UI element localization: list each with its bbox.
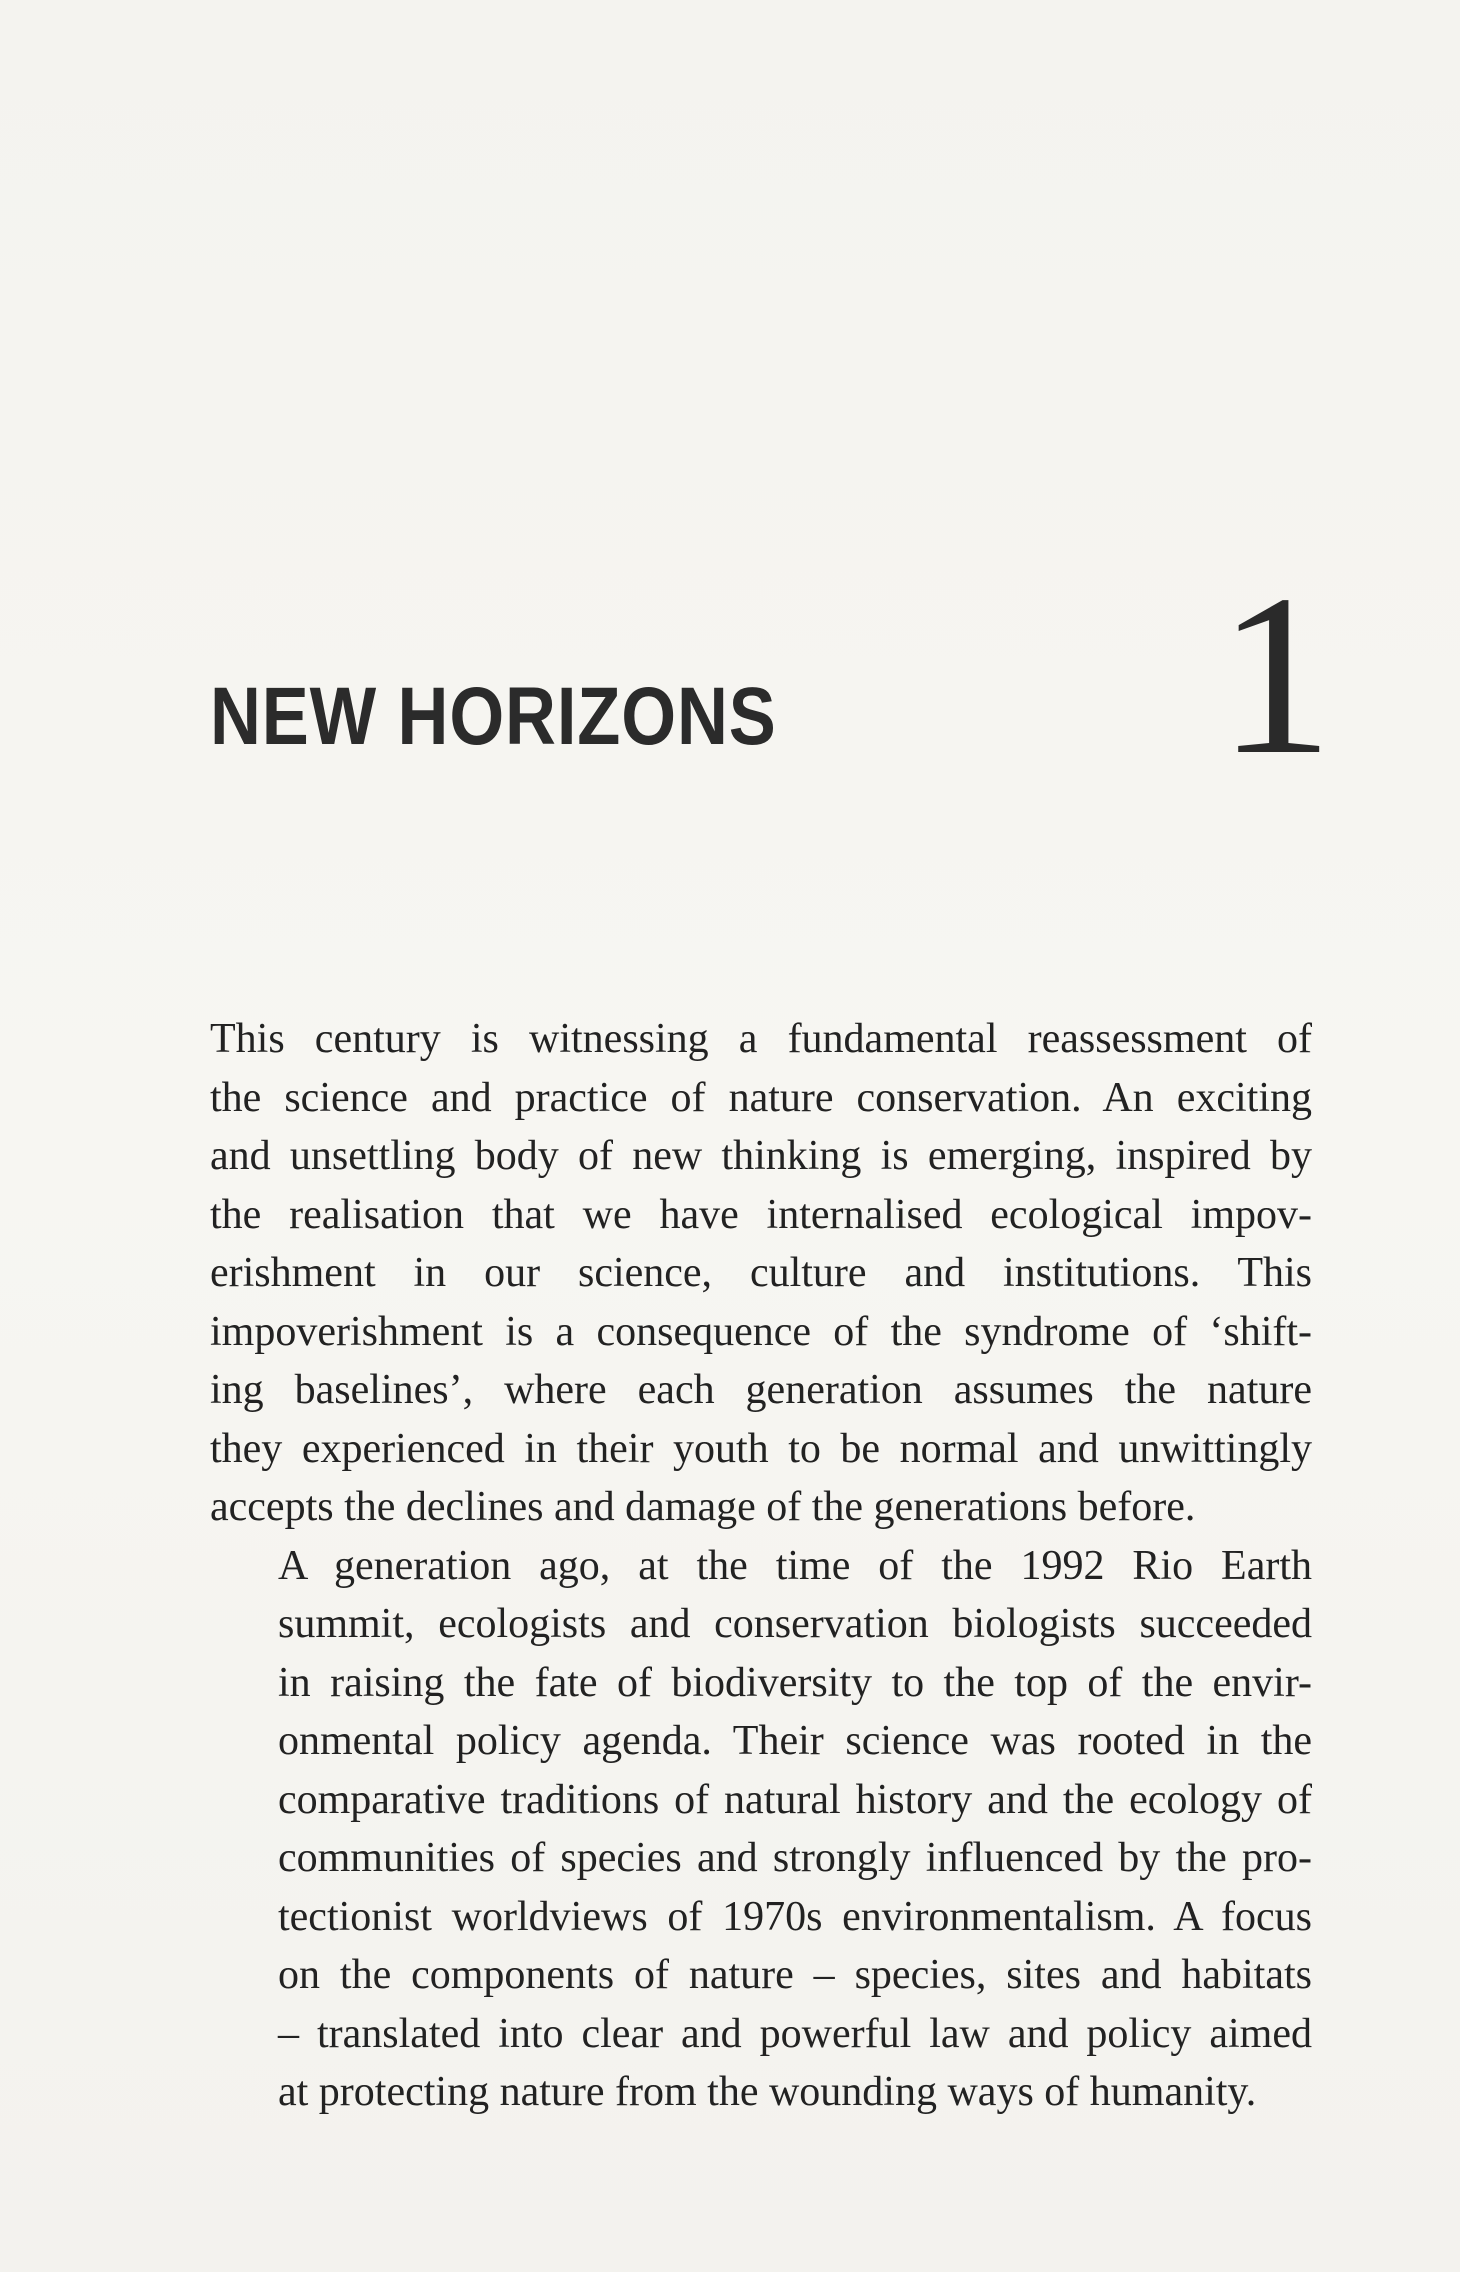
text-line: – translated into clear and powerful law and policy aimed — [278, 2010, 1312, 2057]
text-line: erishment in our science, culture and institutions. This — [210, 1250, 1312, 1296]
text-line: accepts the declines and damage of the generations before. — [210, 1484, 1196, 1530]
text-line: and unsettling body of new thinking is emerging, inspired by — [210, 1133, 1312, 1179]
body-text — [210, 1010, 1312, 2122]
text-line: on the components of nature – species, sites and habitats — [278, 1952, 1312, 1998]
paragraph-1 — [210, 1010, 1312, 1537]
text-line: A generation ago, at the time of the 1992 Rio Earth — [278, 1542, 1312, 1589]
paragraph-2 — [210, 1537, 1312, 2122]
text-line: impoverishment is a consequence of the syndrome of ‘shift- — [210, 1308, 1312, 1355]
text-line: ing baselines’, where each generation assumes the nature — [210, 1367, 1312, 1413]
text-line: comparative traditions of natural history and the ecology of — [278, 1776, 1312, 1823]
text-line: the realisation that we have internalised ecological impov- — [210, 1191, 1312, 1238]
text-line: at protecting nature from the wounding ways of humanity. — [278, 2069, 1257, 2115]
text-line: summit, ecologists and conservation biologists succeeded — [278, 1601, 1312, 1647]
text-line: they experienced in their youth to be normal and unwittingly — [210, 1425, 1312, 1472]
text-line: tectionist worldviews of 1970s environmentalism. A focus — [278, 1893, 1312, 1940]
chapter-title: NEW HORIZONS — [210, 671, 777, 762]
text-line: onmental policy agenda. Their science was rooted in the — [278, 1718, 1312, 1764]
text-line: the science and practice of nature conservation. An exciting — [210, 1074, 1312, 1121]
text-line: communities of species and strongly influenced by the pro- — [278, 1835, 1312, 1881]
text-line: in raising the fate of biodiversity to the top of the envir- — [278, 1659, 1312, 1706]
text-line: This century is witnessing a fundamental reassessment of — [210, 1016, 1312, 1062]
chapter-number: 1 — [1218, 547, 1333, 802]
